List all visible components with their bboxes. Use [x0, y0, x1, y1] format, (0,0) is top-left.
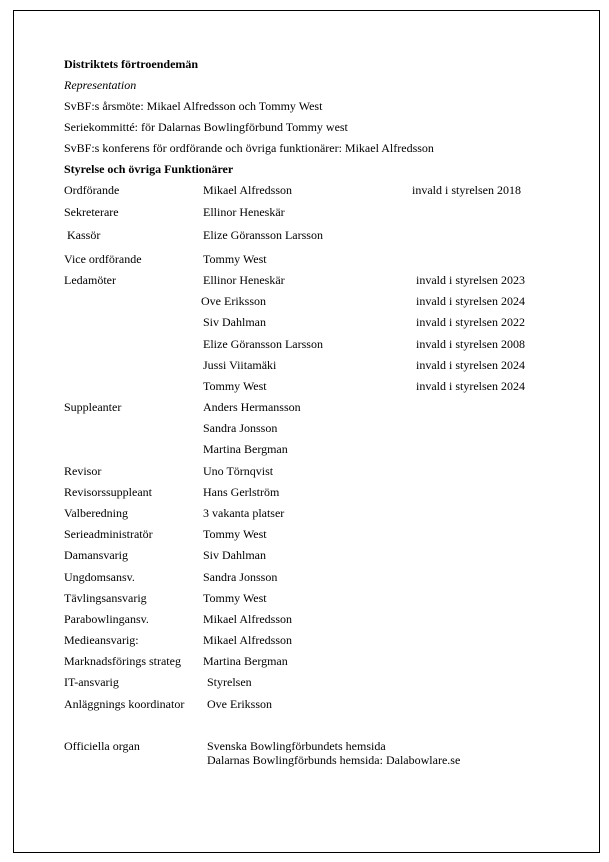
- official-label: Officiella organ: [64, 739, 140, 753]
- member-name: Ove Eriksson: [201, 294, 266, 308]
- role-label: Parabowlingansv.: [64, 612, 149, 626]
- role-label: Vice ordförande: [64, 252, 142, 266]
- member-name: 3 vakanta platser: [203, 506, 285, 520]
- role-label: Ordförande: [64, 183, 120, 197]
- document-heading: Distriktets förtroendemän: [64, 57, 199, 71]
- role-label: Serieadministratör: [64, 527, 153, 541]
- member-name: Elize Göransson Larsson: [203, 337, 323, 351]
- member-name: Mikael Alfredsson: [203, 183, 292, 197]
- member-name: Sandra Jonsson: [203, 570, 278, 584]
- elected-note: invald i styrelsen 2024: [416, 294, 525, 308]
- member-name: Uno Törnqvist: [203, 464, 274, 478]
- representation-line: SvBF:s konferens för ordförande och övriga funktionärer: Mikael Alfredsson: [64, 141, 434, 155]
- role-label: Damansvarig: [64, 548, 128, 562]
- role-label: Anläggnings koordinator: [64, 697, 185, 711]
- official-line: Dalarnas Bowlingförbunds hemsida: Dalabowlare.se: [207, 753, 461, 767]
- member-name: Sandra Jonsson: [203, 421, 278, 435]
- member-name: Martina Bergman: [203, 654, 288, 668]
- role-label: Valberedning: [64, 506, 128, 520]
- role-label: Revisorssuppleant: [64, 485, 152, 499]
- representation-line: Seriekommitté: för Dalarnas Bowlingförbund Tommy west: [64, 120, 348, 134]
- role-label: Kassör: [64, 228, 101, 242]
- member-name: Ellinor Heneskär: [203, 205, 285, 219]
- representation-title: Representation: [64, 78, 137, 92]
- role-label: Tävlingsansvarig: [64, 591, 147, 605]
- representation-line: SvBF:s årsmöte: Mikael Alfredsson och Tommy West: [64, 99, 323, 113]
- elected-note: invald i styrelsen 2008: [416, 337, 525, 351]
- member-name: Tommy West: [203, 591, 267, 605]
- member-name: Siv Dahlman: [203, 315, 266, 329]
- member-name: Ellinor Heneskär: [203, 273, 285, 287]
- elected-note: invald i styrelsen 2024: [416, 358, 525, 372]
- role-label: Revisor: [64, 464, 102, 478]
- role-label: Sekreterare: [64, 205, 119, 219]
- member-name: Tommy West: [203, 379, 267, 393]
- elected-note: invald i styrelsen 2024: [416, 379, 525, 393]
- member-name: Elize Göransson Larsson: [203, 228, 323, 242]
- role-label: Ungdomsansv.: [64, 570, 135, 584]
- document-page: [13, 10, 600, 853]
- role-label: IT-ansvarig: [64, 675, 119, 689]
- member-name: Jussi Viitamäki: [203, 358, 277, 372]
- member-name: Siv Dahlman: [203, 548, 266, 562]
- member-name: Ove Eriksson: [207, 697, 272, 711]
- member-name: Tommy West: [203, 252, 267, 266]
- member-name: Martina Bergman: [203, 442, 288, 456]
- official-line: Svenska Bowlingförbundets hemsida: [207, 739, 386, 753]
- member-name: Styrelsen: [207, 675, 252, 689]
- role-label: Marknadsförings strateg: [64, 654, 181, 668]
- role-label: Medieansvarig:: [64, 633, 139, 647]
- role-label: Suppleanter: [64, 400, 122, 414]
- elected-note: invald i styrelsen 2018: [412, 183, 521, 197]
- board-title: Styrelse och övriga Funktionärer: [64, 162, 234, 176]
- member-name: Anders Hermansson: [203, 400, 301, 414]
- member-name: Tommy West: [203, 527, 267, 541]
- elected-note: invald i styrelsen 2023: [416, 273, 525, 287]
- member-name: Mikael Alfredsson: [203, 612, 292, 626]
- role-label: Ledamöter: [64, 273, 116, 287]
- elected-note: invald i styrelsen 2022: [416, 315, 525, 329]
- member-name: Hans Gerlström: [203, 485, 280, 499]
- member-name: Mikael Alfredsson: [203, 633, 292, 647]
